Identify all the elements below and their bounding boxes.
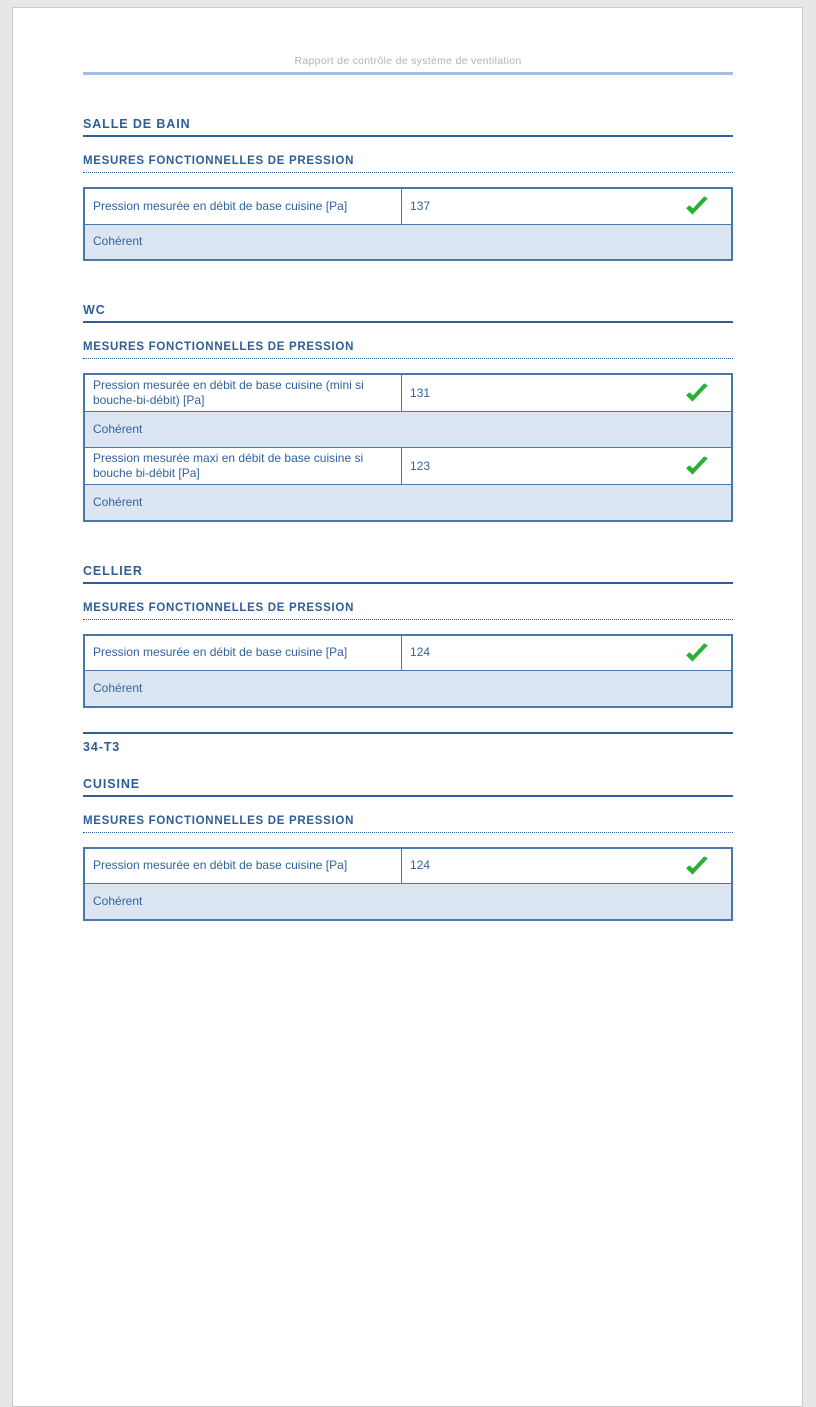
- status-row: [84, 224, 732, 260]
- measure-value: 124: [410, 858, 431, 873]
- status-row: [84, 671, 732, 707]
- document-page: [12, 7, 803, 1407]
- check-icon: [685, 856, 709, 876]
- measure-value-cell: [402, 374, 732, 412]
- check-icon: [685, 383, 709, 403]
- subsection-heading-pression: MESURES FONCTIONNELLES DE PRESSION: [83, 340, 733, 359]
- measure-value: 131: [410, 385, 431, 400]
- status-cell: Cohérent: [84, 884, 732, 920]
- measures-table: [83, 634, 733, 708]
- section-heading-cellier: CELLIER: [83, 564, 733, 584]
- section-heading-salle-de-bain: SALLE DE BAIN: [83, 117, 733, 137]
- measures-table: [83, 187, 733, 261]
- status-cell: Cohérent: [84, 224, 732, 260]
- table-row: [84, 188, 732, 224]
- section-heading-wc: WC: [83, 303, 733, 323]
- measure-value-cell: [402, 848, 732, 884]
- measure-value: 137: [410, 198, 431, 213]
- header-rule: [83, 72, 733, 75]
- status-row: [84, 412, 732, 448]
- table-row: [84, 374, 732, 412]
- check-icon: [685, 643, 709, 663]
- measure-label: Pression mesurée en débit de base cuisine [Pa]: [84, 848, 402, 884]
- measure-label: Pression mesurée en débit de base cuisine (mini si bouche-bi-débit) [Pa]: [84, 374, 402, 412]
- table-row: [84, 635, 732, 671]
- subsection-heading-pression: MESURES FONCTIONNELLES DE PRESSION: [83, 601, 733, 620]
- measures-table: [83, 847, 733, 921]
- status-cell: Cohérent: [84, 485, 732, 521]
- measure-value: 124: [410, 645, 431, 660]
- check-icon: [685, 456, 709, 476]
- status-row: [84, 884, 732, 920]
- status-cell: Cohérent: [84, 412, 732, 448]
- subsection-heading-pression: MESURES FONCTIONNELLES DE PRESSION: [83, 154, 733, 173]
- section-heading-cuisine: CUISINE: [83, 777, 733, 797]
- document-content: [13, 8, 802, 921]
- table-row: [84, 848, 732, 884]
- measure-label: Pression mesurée en débit de base cuisine [Pa]: [84, 635, 402, 671]
- subsection-heading-pression: MESURES FONCTIONNELLES DE PRESSION: [83, 814, 733, 833]
- measure-value-cell: [402, 448, 732, 485]
- group-heading-34-t3: 34-T3: [83, 732, 733, 755]
- measure-label: Pression mesurée en débit de base cuisine [Pa]: [84, 188, 402, 224]
- check-icon: [685, 196, 709, 216]
- table-row: [84, 448, 732, 485]
- status-row: [84, 485, 732, 521]
- measure-value: 123: [410, 458, 431, 473]
- measure-value-cell: [402, 635, 732, 671]
- report-title: Rapport de contrôle de système de ventilation: [294, 55, 522, 67]
- measures-table: [83, 373, 733, 522]
- measure-label: Pression mesurée maxi en débit de base cuisine si bouche bi-débit [Pa]: [84, 448, 402, 485]
- measure-value-cell: [402, 188, 732, 224]
- page-header: [83, 54, 733, 75]
- status-cell: Cohérent: [84, 671, 732, 707]
